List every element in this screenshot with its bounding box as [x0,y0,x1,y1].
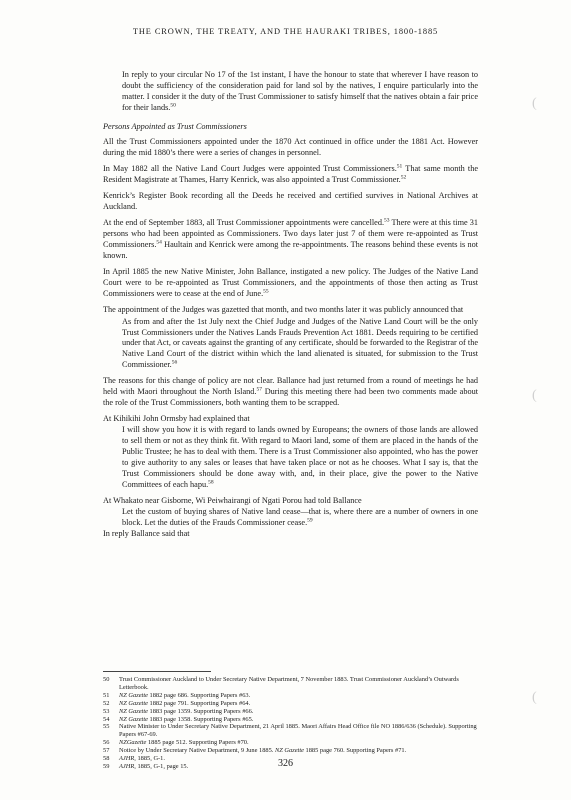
footnote-ref[interactable]: 57 [256,386,262,393]
footnote-item [103,692,478,700]
footnote-text-part: 1883 page 1359. Supporting Papers #66. [147,707,254,715]
footnote-number: 58 [103,755,110,763]
footnote-ref[interactable]: 51 [396,163,403,170]
footnote-citation-title: NZGazette [119,739,147,747]
footnote-number: 51 [103,691,110,699]
footnote-ref[interactable]: 53 [384,217,390,224]
block-quote-intro: In reply to your circular No 17 of the 1st instant, I have the honour to state that wherever I have reason to doubt the sufficiency of the consideration paid for land sol by the natives, I enquire particularly into the matter. I consider it the duty of the Trust Commissioner to satisfy himself that the natives obtain a fair price for their lands.$^{50}$ [122,70,478,112]
footnote-ref[interactable]: 59 [307,516,313,523]
footnote-text-part: Notice by Under Secretary Native Department, 9 June 1885. [119,747,275,755]
paragraph: The appointment of the Judges was gazetted that month, and two months later it was publicly announced that [103,305,464,315]
paragraph: In April 1885 the new Native Minister, John Ballance, instigated a new policy. The Judges of the Native Land Court were to be re-appointed as Trust Commissioners, and the appointments of those then acting as Trust Commissioners were to cease at the end of June.$^{55}$ [103,267,478,299]
paragraph: In reply Ballance said that [103,528,190,538]
paragraph: At Kihikihi John Ormsby had explained that [103,414,250,424]
footnotes [103,676,478,771]
footnote-text [119,676,478,692]
footnote-ref[interactable]: 56 [171,359,178,366]
footnote-divider [103,671,211,672]
block-quote: I will show you how it is with regard to lands owned by Europeans; the owners of those lands are allowed to sell them or not as they think fit. With regard to Maori land, some of them are placed in the hands of the Public Trustee; he has to deal with them. There is a Trust Commissioner also appointed, who has the power to give authority to any sales or leases that have taken place or not as he chooses. What I say is, that the Trust Commissioners should be done away with, and, in their place, give the power to the Native Committees of each hapu.$^{58}$ [122,425,478,489]
paragraph: Kenrick’s Register Book recording all the Deeds he received and certified survives in National Archives at Auckland. [103,191,478,212]
running-header: THE CROWN, THE TREATY, AND THE HAURAKI TRIBES, 1800-1885 [132,27,439,36]
footnote-citation-title: NZ Gazette [119,715,148,723]
paragraph: At Whakato near Gisborne, Wi Peiwhairangi of Ngati Porou had told Ballance [103,495,362,505]
binding-mark-icon: ( [532,96,537,111]
footnote-item [103,700,478,708]
footnote-ref[interactable]: 54 [156,239,162,246]
footnote-ref[interactable]: 58 [208,478,214,485]
footnote-citation-title: NZ Gazette [119,707,148,715]
footnote-citation-title: AJHR [119,762,135,770]
footnote-text-part: , 1885, G-1. [134,755,165,763]
footnote-text [119,708,478,716]
paragraph: At the end of September 1883, all Trust Commissioner appointments were cancelled.$^{53}$ There were at this time 31 persons who had been appointed as Commissioners. Two days later just 7 of them were re-appointed as Trust Commissioners.$^{54}$ Haultain and Kenrick were among the re-appointments. The reasons behind these events is not known. [103,217,478,261]
footnote-text-part: 1882 page 791. Supporting Papers #64. [147,699,251,707]
body-text [103,70,478,539]
footnote-ref[interactable]: 55 [263,288,269,295]
footnote-text [119,747,478,755]
footnote-text-part: 1883 page 1358. Supporting Papers #65. [147,715,254,723]
footnote-text [119,716,478,724]
footnote-text-part: Trust Commissioner Auckland to Under Secretary Native Department, 7 November 1883. Trust Commissioner Auckland’s Outwards Letterbook. [119,676,459,691]
footnote-text-part: 1885 page 760. Supporting Papers #71. [303,747,407,755]
footnote-number: 53 [103,707,110,715]
footnote-number: 50 [103,676,110,683]
footnote-citation-title: NZ Gazette [119,699,148,707]
paragraph: The reasons for this change of policy are not clear. Ballance had just returned from a round of meetings he had held with Maori throughout the North Island.$^{57}$ During this meeting there had been two comments made about the role of the Trust Commissioners, both wanting them to be scrapped. [103,376,478,408]
footnote-item [103,739,478,747]
binding-mark-icon: ( [532,388,537,403]
footnote-ref[interactable]: 52 [400,174,407,181]
footnote-number: 52 [103,699,110,707]
footnote-number: 54 [103,715,110,723]
footnote-item [103,676,478,692]
footnote-text-part: , 1885, G-1, page 15. [134,762,189,770]
footnote-item [103,723,478,739]
footnote-number: 57 [103,747,110,755]
block-quote: As from and after the 1st July next the Chief Judge and Judges of the Native Land Court will be the only Trust Commissioners under the Natives Lands Frauds Prevention Act 1881. Deeds requiring to be certified under that Act, or caveats against the granting of any certificate, should be forwarded to the Registrar of the Native Land Court of the district within which the land alienated is situated, for submission to the Trust Commissioner.$^{56}$ [122,316,478,370]
block-quote: Let the custom of buying shares of Native land cease—that is, where there are a number of owners in one block. Let the duties of the Frauds Commissioner cease.$^{59}$ [122,506,478,527]
paragraph: In May 1882 all the Native Land Court Judges were appointed Trust Commissioners.$^{51}$ That same month the Resident Magistrate at Thames, Harry Kenrick, was also appointed a Trust Commissioner.$^{52}$ [103,163,478,185]
binding-mark-icon: ( [532,690,537,705]
footnote-citation-title: NZ Gazette [275,747,304,755]
footnote-item [103,716,478,724]
footnote-text-part: 1885 page 512. Supporting Papers #70. [146,739,249,747]
footnote-text [119,700,478,708]
footnote-ref[interactable]: 50 [170,101,176,108]
page-number: 326 [278,758,293,769]
footnote-item [103,747,478,755]
footnote-text-part: Native Minister to Under Secretary Native Department, 21 April 1885. Maori Affairs Head Office file NO 1886/636 (Schedule). Supporting Papers #67-69. [119,723,477,739]
footnote-number: 59 [103,762,110,770]
footnote-item [103,708,478,716]
footnote-number: 56 [103,739,110,747]
footnote-number: 55 [103,723,110,731]
footnote-text-part: 1882 page 686. Supporting Papers #63. [147,691,251,699]
footnote-text [119,739,478,747]
section-heading: Persons Appointed as Trust Commissioners [103,122,247,132]
footnote-text [119,692,478,700]
paragraph: All the Trust Commissioners appointed under the 1870 Act continued in office under the 1881 Act. However during the mid 1880’s there were a series of changes in personnel. [103,137,478,158]
footnote-citation-title: AJHR [119,755,135,763]
footnote-text [119,723,478,739]
footnote-citation-title: NZ Gazette [119,691,148,699]
